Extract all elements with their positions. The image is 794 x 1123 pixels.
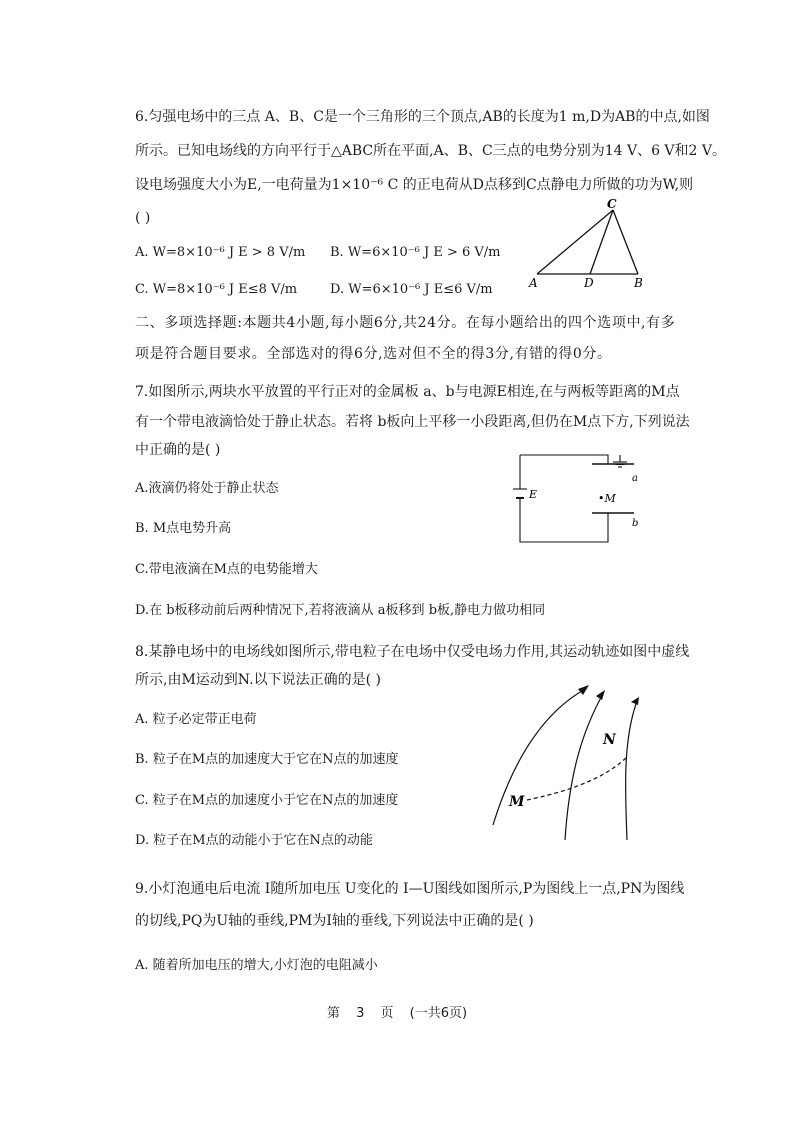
q6-stem-line-2: 所示。已知电场线的方向平行于△ABC所在平面,A、B、C三点的电势分别为14 V、6 V和2 V。 [135,143,727,159]
q6-segment-cb [613,210,638,274]
q6-answer-blank: ( ) [135,210,151,226]
footer-total-pages: (一共6页) [409,1006,468,1021]
q7-top-wire [520,455,608,464]
footer-page-number: 3 [356,1006,365,1021]
footer-prefix: 第 [326,1006,340,1021]
q6-triangle-figure [520,198,670,293]
q8-field-line-right [626,701,637,840]
q8-field-line-left [493,688,587,825]
q8-field-line-middle [565,694,603,840]
q8-stem-line-2: 所示,由M运动到N.以下说法正确的是( ) [135,672,381,688]
q8-option-c: C. 粒子在M点的加速度小于它在N点的加速度 [135,793,399,808]
q8-trajectory-dashed [527,758,626,800]
section2-line-1: 二、多项选择题:本题共4小题,每小题6分,共24分。在每小题给出的四个选项中,有多 [135,315,676,331]
q6-stem-line-1: 6.匀强电场中的三点 A、B、C是一个三角形的三个顶点,AB的长度为1 m,D为AB的中点,如图 [135,109,710,125]
q7-capacitor-circuit [510,445,650,555]
q6-option-d: D. W=6×10⁻⁶ J E≤6 V/m [330,282,493,297]
q7-ground-icon [613,455,627,467]
q8-field-lines-figure [485,678,655,853]
q7-stem-line-2: 有一个带电液滴恰处于静止状态。若将 b板向上平移一小段距离,但仍在M点下方,下列说法 [135,414,690,430]
q6-label-d: D [584,276,594,290]
q6-label-c: C [607,197,617,211]
page-footer [0,1002,794,1021]
q8-option-d: D. 粒子在M点的动能小于它在N点的动能 [135,833,373,848]
q6-stem-line-3: 设电场强度大小为E,一电荷量为1×10⁻⁶ C 的正电荷从D点移到C点静电力所做的功为W,则 [135,177,694,193]
q7-label-a: a [632,473,638,484]
q7-label-b: b [632,518,639,529]
q7-option-c: C.带电液滴在M点的电势能增大 [135,562,318,577]
q8-option-b: B. 粒子在M点的加速度大于它在N点的加速度 [135,752,399,767]
q6-label-b: B [634,276,643,290]
q8-option-a: A. 粒子必定带正电荷 [135,712,257,727]
q7-option-b: B. M点电势升高 [135,521,232,536]
q6-option-c: C. W=8×10⁻⁶ J E≤8 V/m [135,282,298,297]
q9-stem-line-1: 9.小灯泡通电后电流 I随所加电压 U变化的 I—U图线如图所示,P为图线上一点,PN为图线 [135,881,685,897]
q8-stem-line-1: 8.某静电场中的电场线如图所示,带电粒子在电场中仅受电场力作用,其运动轨迹如图中虚线 [135,644,690,660]
q6-option-b: B. W=6×10⁻⁶ J E > 6 V/m [330,245,501,260]
q7-stem-line-3: 中正确的是( ) [135,442,221,458]
q8-arrowhead-middle [596,690,605,700]
footer-suffix: 页 [380,1006,394,1021]
q9-option-a: A. 随着所加电压的增大,小灯泡的电阻减小 [135,958,378,973]
section2-line-2: 项是符合题目要求。全部选对的得6分,选对但不全的得3分,有错的得0分。 [135,346,612,362]
q7-option-d: D.在 b板移动前后两种情况下,若将液滴从 a板移到 b板,静电力做功相同 [135,603,546,618]
q9-stem-line-2: 的切线,PQ为U轴的垂线,PM为I轴的垂线,下列说法中正确的是( ) [135,913,534,929]
q7-option-a: A.液滴仍将处于静止状态 [135,481,279,496]
q8-label-n: N [603,732,616,748]
q7-label-m: •M [598,492,616,505]
q8-label-m: M [509,794,525,810]
q6-label-a: A [529,276,538,290]
q8-arrowhead-left [578,685,589,695]
q8-arrowhead-right [631,697,639,705]
q7-bottom-wire [520,498,608,542]
q6-option-a: A. W=8×10⁻⁶ J E > 8 V/m [135,245,306,260]
q7-stem-line-1: 7.如图所示,两块水平放置的平行正对的金属板 a、b与电源E相连,在与两板等距离的M点 [135,384,680,400]
q7-label-e: E [529,488,538,501]
